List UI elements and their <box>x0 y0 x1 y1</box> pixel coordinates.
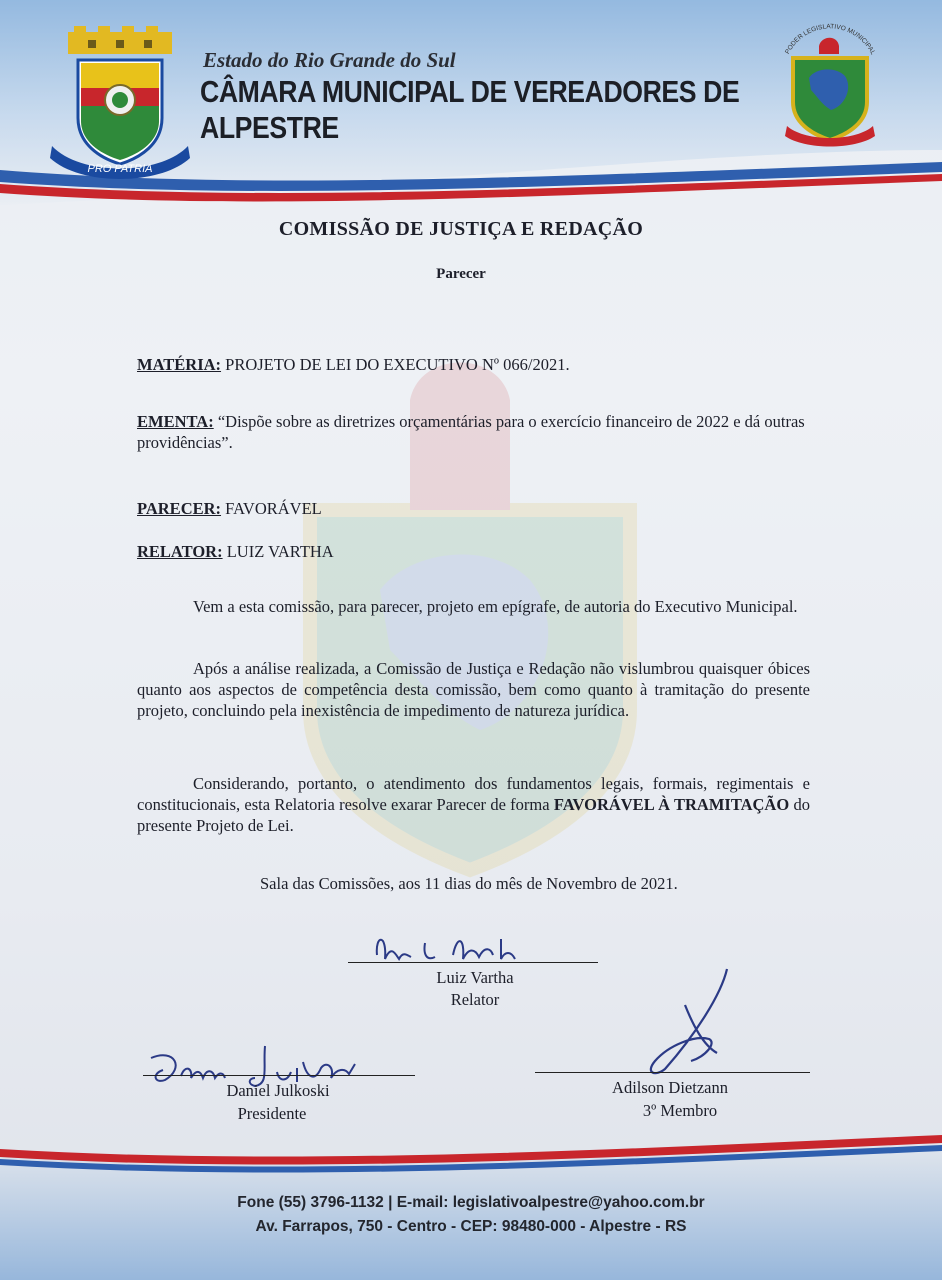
parecer-value: FAVORÁVEL <box>221 499 322 518</box>
paragraph-1: Vem a esta comissão, para parecer, projeto em epígrafe, de autoria do Executivo Municipal. <box>193 597 798 616</box>
state-name: Estado do Rio Grande do Sul <box>203 48 456 72</box>
document-title: COMISSÃO DE JUSTIÇA E REDAÇÃO <box>278 218 644 240</box>
materia-field <box>137 354 807 375</box>
seal-text: PODER LEGISLATIVO MUNICIPAL <box>784 23 877 57</box>
member-name: Adilson Dietzann <box>612 1078 728 1097</box>
legislative-seal-icon <box>775 18 885 148</box>
president-name: Daniel Julkoski <box>226 1081 330 1100</box>
paragraph-3-start: Considerando, portanto, o atendimento dos fundamentos legais, formais, regimentais e constitucionais, esta Relatoria resolve exarar Parecer de forma <box>137 774 810 814</box>
closing-line: Sala das Comissões, aos 11 dias do mês de Novembro de 2021. <box>260 874 678 893</box>
relator-label: RELATOR: <box>137 542 223 561</box>
municipal-crest-icon <box>40 26 200 186</box>
relator-value: LUIZ VARTHA <box>222 542 334 561</box>
paragraph-2: Após a análise realizada, a Comissão de Justiça e Redação não vislumbrou quaisquer óbices quanto aos aspectos de competência desta comissão, bem como quanto à tramitação do presente projeto, concluindo pela inexistência de impedimento de natureza jurídica. <box>137 659 810 720</box>
member-signature-line <box>535 1072 810 1073</box>
crest-motto: PRO PATRIA <box>87 163 153 175</box>
materia-label: MATÉRIA: <box>137 355 222 374</box>
relator-signature-line <box>348 962 598 963</box>
member-signature <box>625 965 745 1085</box>
paragraph-3-emphasis: FAVORÁVEL À TRAMITAÇÃO <box>553 795 790 814</box>
ementa-label: EMENTA: <box>137 412 214 431</box>
materia-value: PROJETO DE LEI DO EXECUTIVO Nº 066/2021. <box>221 355 570 374</box>
document-subtitle: Parecer <box>436 266 486 282</box>
president-signature-line <box>143 1075 415 1076</box>
ementa-value: “Dispõe sobre as diretrizes orçamentárias para o exercício financeiro de 2022 e dá outras providências”. <box>137 412 805 452</box>
relator-name: Luiz Vartha <box>436 968 514 987</box>
ementa-field <box>137 411 807 453</box>
member-role: 3º Membro <box>642 1101 718 1120</box>
paragraph-3-end: do presente Projeto de Lei. <box>137 795 810 835</box>
footer-contact: Fone (55) 3796-1132 | E-mail: legislativoalpestre@yahoo.com.br <box>237 1194 705 1211</box>
footer-address: Av. Farrapos, 750 - Centro - CEP: 98480-000 - Alpestre - RS <box>255 1218 687 1235</box>
paragraph-3 <box>137 773 810 836</box>
president-role: Presidente <box>237 1104 307 1123</box>
relator-role: Relator <box>450 990 500 1009</box>
chamber-name: CÂMARA MUNICIPAL DE VEREADORES DE ALPESTRE <box>200 74 740 145</box>
relator-field <box>137 541 807 562</box>
parecer-field <box>137 498 807 519</box>
parecer-label: PARECER: <box>137 499 222 518</box>
